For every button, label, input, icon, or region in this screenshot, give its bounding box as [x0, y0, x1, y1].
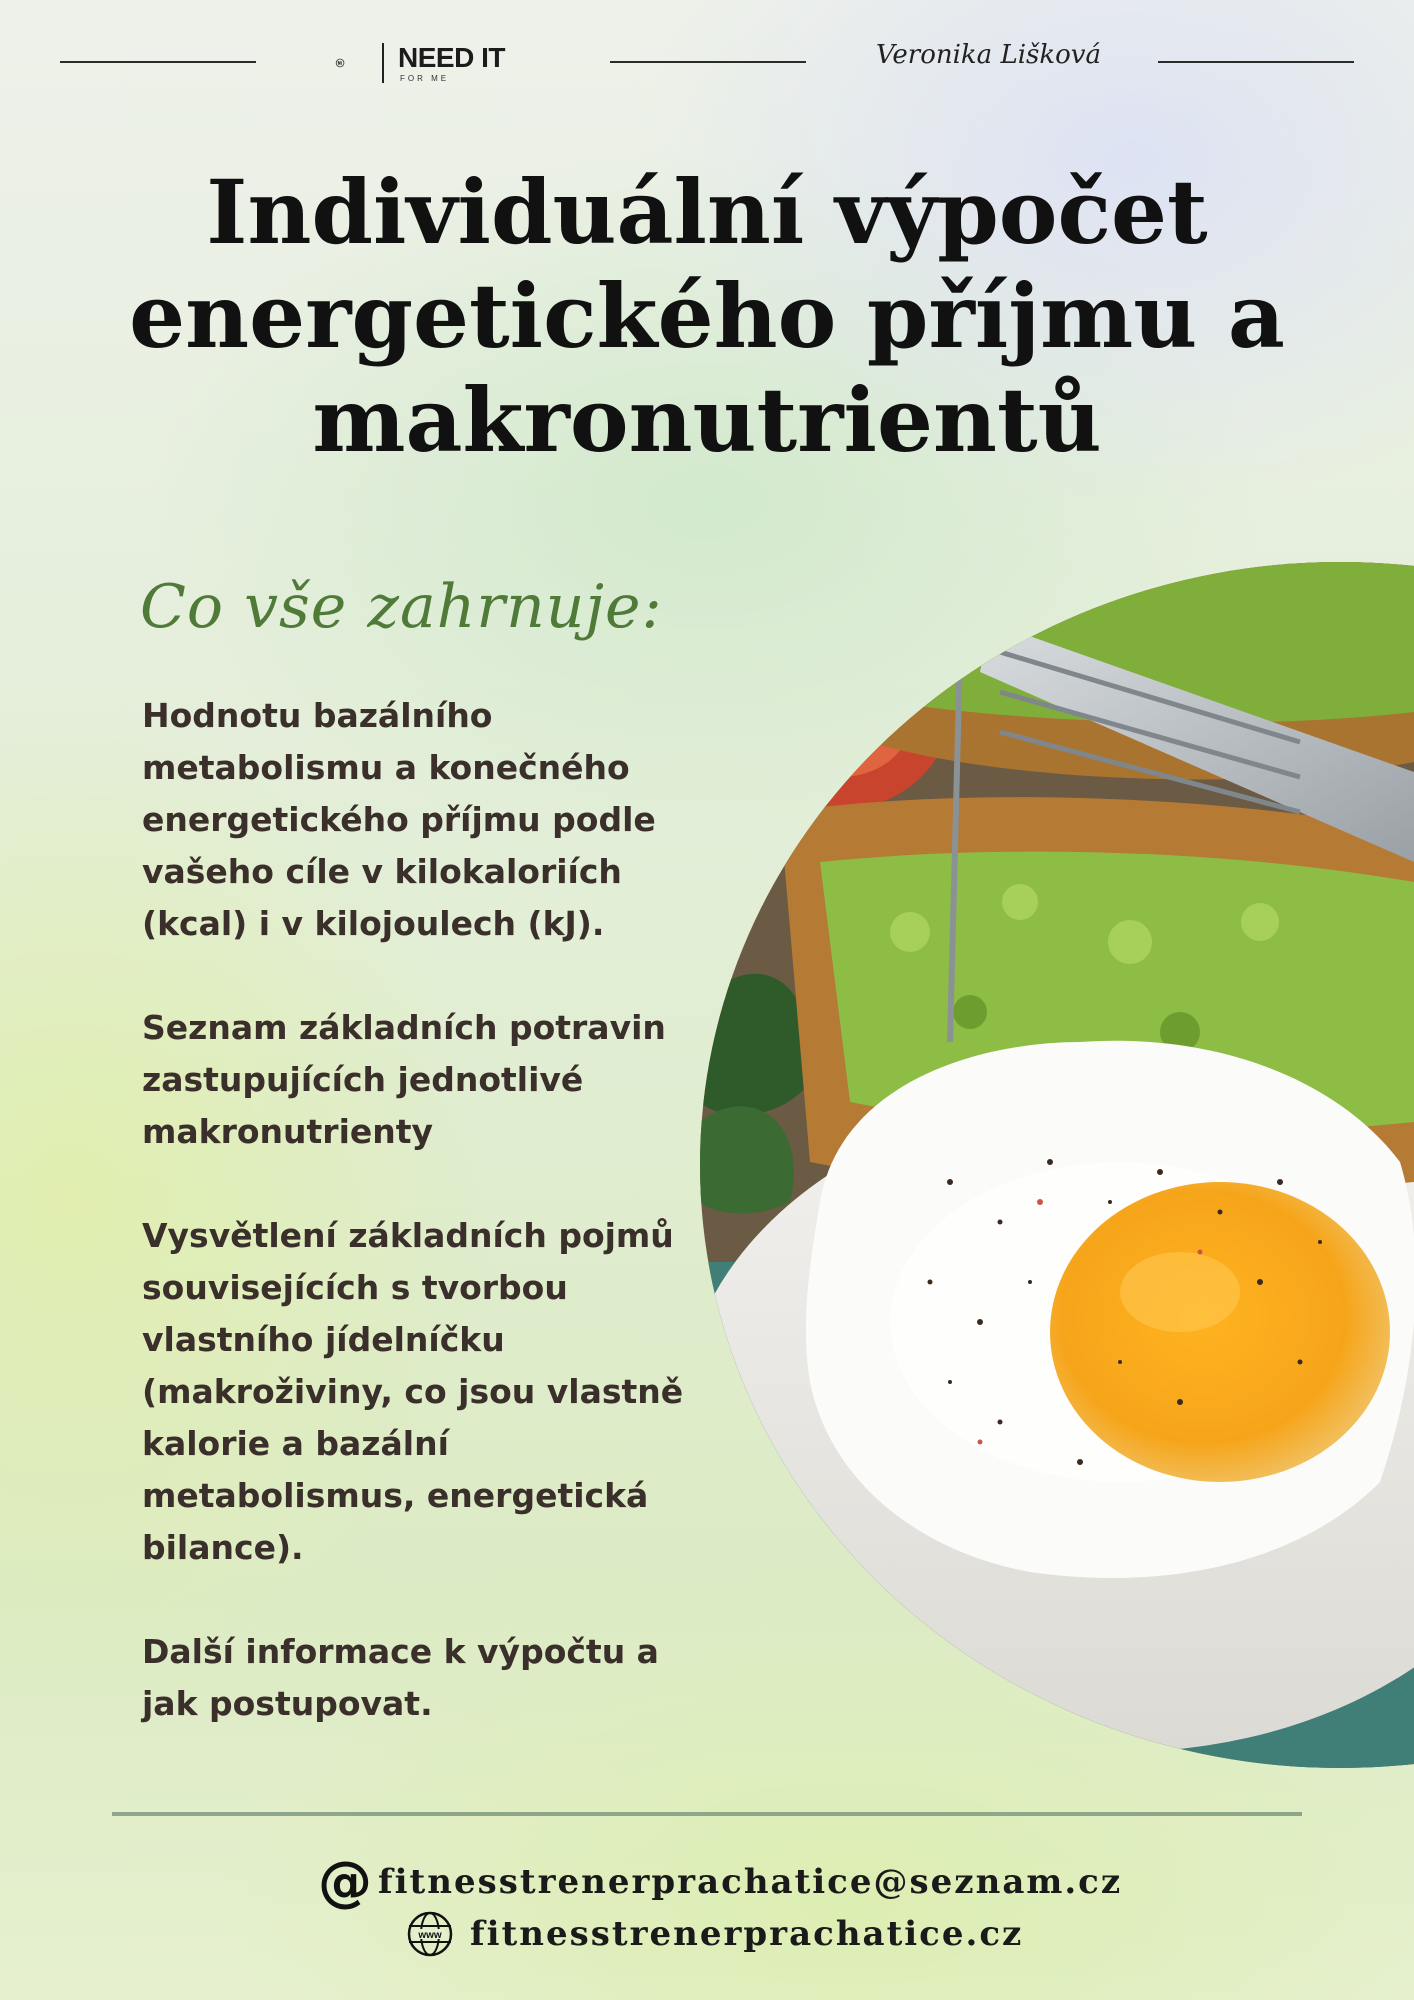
email-link[interactable]: fitnesstrenerprachatice@seznam.cz: [378, 1862, 1123, 1902]
at-sign-icon: @: [318, 1850, 372, 1913]
brand-tagline: FOR ME: [400, 74, 450, 83]
svg-text:www: www: [418, 1930, 442, 1941]
footer-divider: [112, 1812, 1302, 1816]
list-item: Hodnotu bazálního metabolismu a konečného energetického příjmu podle vašeho cíle v kilokaloriích (kcal) i v kilojoulech (kJ).: [142, 696, 656, 943]
brand-separator: [382, 43, 384, 83]
brand-name: NEED IT: [398, 42, 505, 73]
author-signature: Veronika Lišková: [876, 40, 1101, 70]
page-title: Individuální výpočet energetického příjmu a makronutrientů: [129, 160, 1285, 472]
food-photo: [700, 562, 1414, 1768]
list-item: Vysvětlení základních pojmů souvisejících s tvorbou vlastního jídelníčku (makroživiny, co jsou vlastně kalorie a bazální metabolismus, energetická bilance).: [142, 1216, 684, 1567]
website-row: [406, 1910, 1023, 1958]
header-line-right: [1158, 61, 1354, 63]
email-row: [318, 1850, 1123, 1913]
list-item: Další informace k výpočtu a jak postupovat.: [142, 1632, 659, 1723]
website-link[interactable]: fitnesstrenerprachatice.cz: [470, 1914, 1024, 1954]
header-line-middle: [610, 61, 806, 63]
section-heading: Co vše zahrnuje:: [140, 572, 663, 642]
content-list: [142, 690, 702, 1782]
brand-logo-icon: [335, 40, 381, 86]
header-line-left: [60, 61, 256, 63]
list-item: Seznam základních potravin zastupujících jednotlivé makronutrienty: [142, 1008, 666, 1151]
globe-www-icon: [406, 1910, 454, 1958]
